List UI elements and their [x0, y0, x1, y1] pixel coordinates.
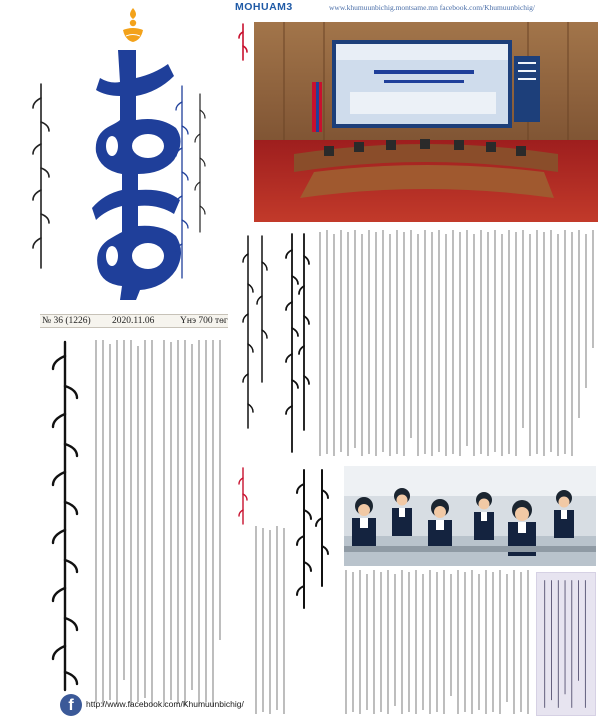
section-tag [237, 22, 249, 62]
website-links[interactable]: www.khumuunbichig.montsame.mn facebook.com/Khumuunbichig/ [329, 3, 535, 12]
byline [237, 466, 249, 526]
issue-price: Үнэ 700 төг [180, 316, 228, 326]
article-text-column [160, 340, 226, 706]
masthead-script-right [172, 82, 212, 282]
upper-article-subtitle [236, 232, 272, 432]
masthead-script-left [30, 82, 52, 272]
issue-info-bar [40, 314, 228, 328]
facebook-url[interactable]: http://www.facebook.com/Khumuunbichig/ [86, 699, 244, 709]
lower-article-headline [292, 466, 340, 612]
conference-hall-photo [254, 22, 598, 222]
newspaper-logo [92, 50, 184, 300]
sidebar-note-box [536, 572, 596, 716]
issue-date: 2020.11.06 [112, 316, 155, 326]
front-headline [40, 336, 90, 696]
issue-number: № 36 (1226) [42, 316, 91, 326]
top-bar [233, 0, 600, 16]
facebook-icon[interactable]: f [60, 694, 82, 716]
article-text-column [92, 340, 158, 706]
soyombo-emblem-icon [119, 6, 147, 50]
masthead [0, 0, 244, 720]
facebook-footer[interactable] [60, 694, 244, 718]
classroom-photo [344, 466, 596, 566]
montsame-brand: MOHUAM3 [235, 1, 293, 13]
upper-article-title [282, 230, 312, 456]
